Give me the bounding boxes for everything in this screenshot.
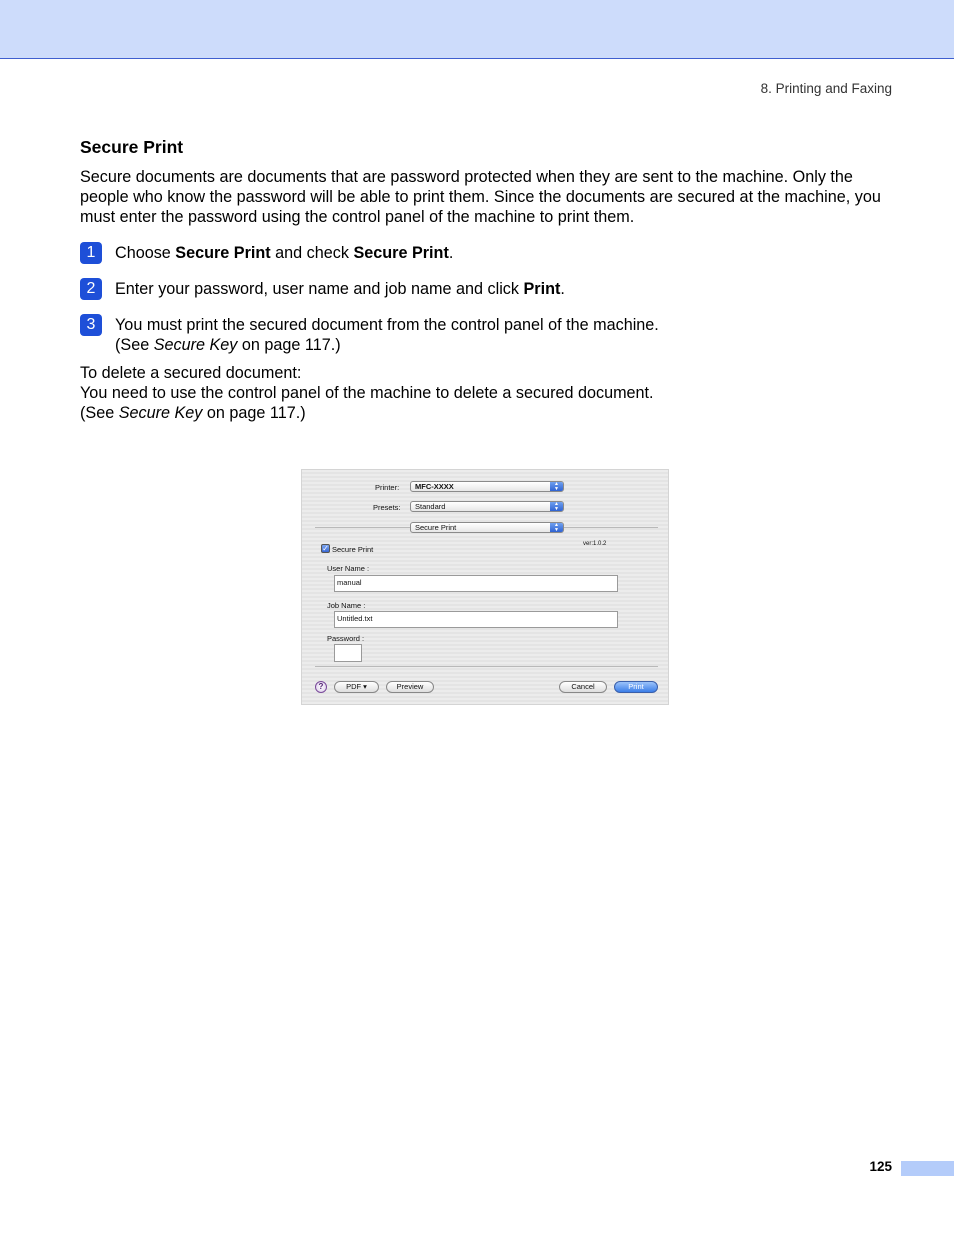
header-band [0,0,954,59]
cancel-button[interactable]: Cancel [559,681,607,693]
pdf-button[interactable]: PDF ▾ [334,681,379,693]
password-label: Password : [327,634,365,643]
page-number: 125 [869,1159,892,1174]
chevron-updown-icon: ▲ ▼ [550,482,563,491]
secure-print-check-label: Secure Print [332,545,374,554]
job-name-input[interactable]: Untitled.txt [334,611,618,628]
step-3-text: You must print the secured document from the control panel of the machine. (See Secure Key on page 117.) [115,316,659,355]
section-title: Secure Print [80,137,184,157]
step-number-1: 1 [80,242,102,264]
footer-bar [901,1161,954,1176]
chevron-updown-icon: ▲ ▼ [550,502,563,511]
step-number-3: 3 [80,314,102,336]
presets-label: Presets: [373,503,401,512]
secure-key-link[interactable]: Secure Key [153,336,238,355]
password-input[interactable] [334,644,362,662]
step-2-text: Enter your password, user name and job name and click Print. [115,280,565,298]
presets-select[interactable]: Standard ▲ ▼ [410,501,564,512]
intro-paragraph: Secure documents are documents that are password protected when they are sent to the machine. Only the people who know the password will be able to print them. Since the documents are secured at the machine, you must enter the password using the control panel of the machine to print them. [80,168,881,227]
preview-button[interactable]: Preview [386,681,434,693]
secure-key-link-2[interactable]: Secure Key [118,404,203,423]
delete-instructions: To delete a secured document: You need to use the control panel of the machine to delete a secured document. (See Secure Key on page 117.) [80,364,654,423]
printer-label: Printer: [375,483,400,492]
job-name-label: Job Name : [327,601,366,610]
chevron-updown-icon: ▲ ▼ [550,523,563,532]
step-1-text: Choose Secure Print and check Secure Print. [115,244,454,262]
printer-select[interactable]: MFC-XXXX ▲ ▼ [410,481,564,492]
user-name-label: User Name : [327,564,370,573]
divider [315,666,658,667]
print-button[interactable]: Print [614,681,658,693]
user-name-input[interactable]: manual [334,575,618,592]
secure-print-checkbox[interactable]: ✓ [322,544,329,553]
help-icon[interactable]: ? [315,681,327,693]
print-dialog-screenshot [301,469,669,705]
chapter-title: 8. Printing and Faxing [760,81,892,96]
panel-select[interactable]: Secure Print ▲ ▼ [410,522,564,533]
version-label: ver:1.0.2 [583,541,607,547]
step-number-2: 2 [80,278,102,300]
